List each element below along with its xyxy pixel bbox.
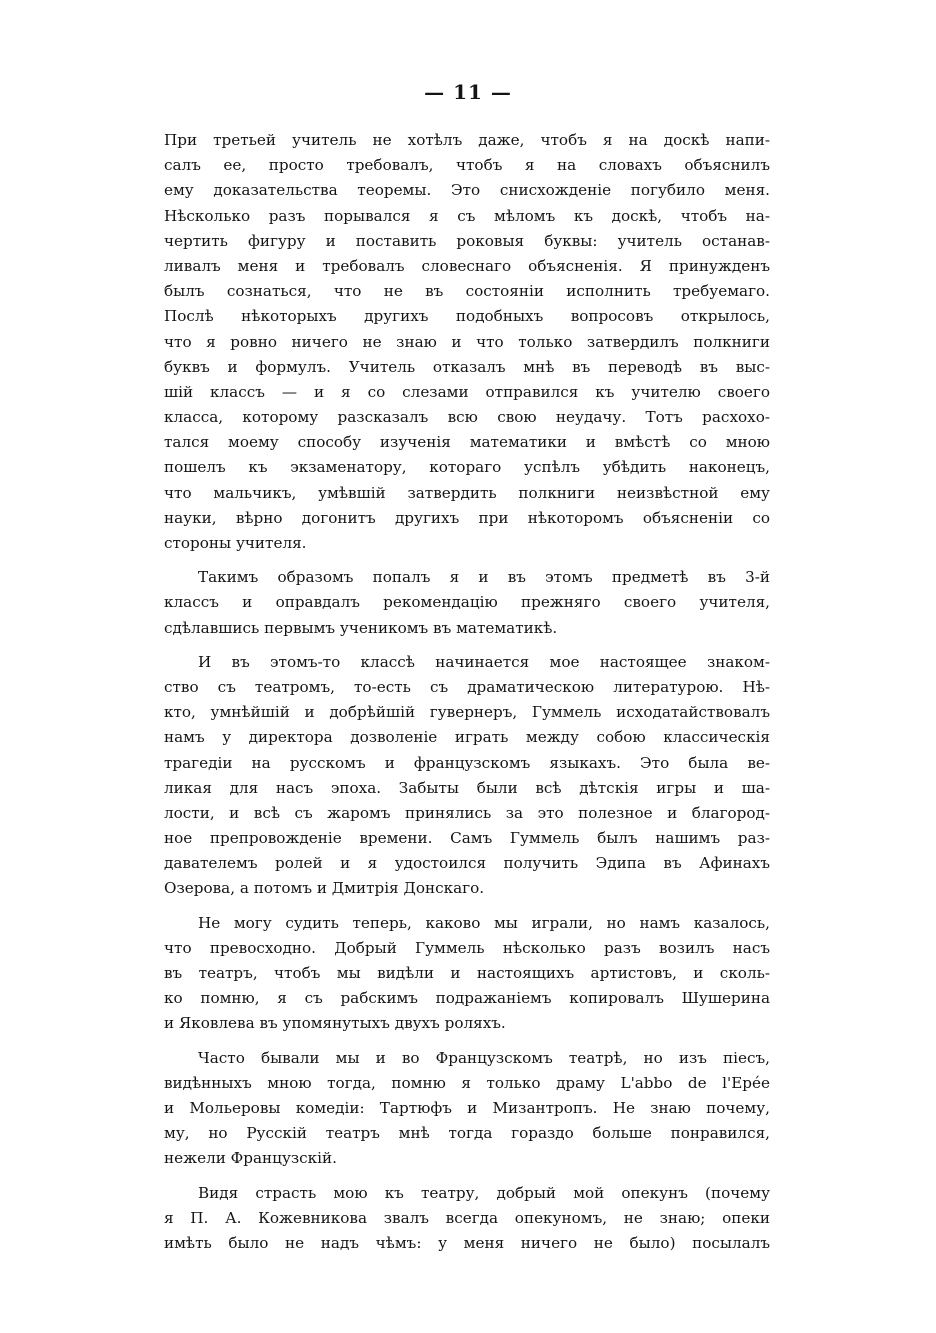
text-line: класса, которому разсказалъ всю свою неудачу. Тотъ расхохо-	[164, 408, 770, 427]
text-line: въ театръ, чтобъ мы видѣли и настоящихъ артистовъ, и сколь-	[164, 964, 770, 982]
text-line: что мальчикъ, умѣвшій затвердить полкниги неизвѣстной ему	[164, 483, 770, 502]
text-line: И въ этомъ-то классѣ начинается мое настоящее знаком-	[198, 652, 770, 671]
text-line: кто, умнѣйшій и добрѣйшій гувернеръ, Гуммель исходатайствовалъ	[164, 703, 770, 722]
text-line: и Мольеровы комедіи: Тартюфъ и Мизантропъ. Не знаю почему,	[164, 1098, 770, 1117]
text-line: давателемъ ролей и я удостоился получить Эдипа въ Афинахъ	[164, 854, 770, 873]
text-line: Послѣ нѣкоторыхъ другихъ подобныхъ вопросовъ открылось,	[164, 307, 770, 326]
paragraph-2	[164, 565, 770, 641]
text-line: Часто бывали мы и во Французскомъ театрѣ, но изъ піесъ,	[198, 1048, 770, 1067]
text-line: Видя страсть мою къ театру, добрый мой опекунъ (почему	[198, 1183, 770, 1202]
text-line: ство съ театромъ, то-есть съ драматическою литературою. Нѣ-	[164, 677, 770, 696]
text-line: тался моему способу изученія математики и вмѣстѣ со мною	[164, 433, 770, 452]
text-line: ное препровожденіе времени. Самъ Гуммель былъ нашимъ раз-	[164, 829, 770, 848]
text-line: что превосходно. Добрый Гуммель нѣсколько разъ возилъ насъ	[164, 938, 770, 957]
text-line: имѣть было не надъ чѣмъ: у меня ничего не было) посылалъ	[164, 1233, 770, 1252]
text-line: классъ и оправдалъ рекомендацію прежняго своего учителя,	[164, 593, 770, 612]
text-line: Не могу судить теперь, каково мы играли, но намъ казалось,	[198, 913, 770, 932]
text-line: и Яковлева въ упомянутыхъ двухъ роляхъ.	[164, 1014, 506, 1033]
text-line: нежели Французскій.	[164, 1149, 337, 1168]
text-line: чертить фигуру и поставить роковыя буквы: учитель останав-	[164, 231, 770, 250]
text-line: намъ у директора дозволеніе играть между собою классическія	[164, 728, 770, 747]
paragraph-1	[164, 128, 770, 556]
text-line: видѣнныхъ мною тогда, помню я только драму L'abbo de l'Epée	[164, 1073, 770, 1092]
text-line: пошелъ къ экзаменатору, котораго успѣлъ убѣдить наконецъ,	[164, 458, 770, 477]
text-line: стороны учителя.	[164, 534, 307, 552]
text-line: буквъ и формулъ. Учитель отказалъ мнѣ въ переводѣ въ выс-	[164, 357, 770, 376]
paragraph-3	[164, 650, 770, 902]
text-line: При третьей учитель не хотѣлъ даже, чтобъ я на доскѣ напи-	[164, 131, 770, 149]
text-line: шій классъ — и я со слезами отправился къ учителю своего	[164, 382, 770, 401]
text-line: Нѣсколько разъ порывался я съ мѣломъ къ доскѣ, чтобъ на-	[164, 206, 770, 225]
paragraph-5	[164, 1046, 770, 1172]
text-line: салъ ее, просто требовалъ, чтобъ я на словахъ объяснилъ	[164, 156, 770, 175]
text-line: Озерова, а потомъ и Дмитрія Донскаго.	[164, 879, 485, 898]
body-text	[164, 128, 770, 1256]
text-line: науки, вѣрно догонитъ другихъ при нѣкоторомъ объясненіи со	[164, 508, 770, 527]
text-line: му, но Русскій театръ мнѣ тогда гораздо больше понравился,	[164, 1124, 770, 1143]
text-line: Такимъ образомъ попалъ я и въ этомъ предметѣ въ 3-й	[198, 568, 770, 587]
page-number: — 11 —	[424, 80, 512, 104]
text-line: сдѣлавшись первымъ ученикомъ въ математикѣ.	[164, 618, 558, 637]
paragraph-4	[164, 911, 770, 1037]
text-line: былъ сознаться, что не въ состояніи исполнить требуемаго.	[164, 282, 770, 301]
text-line: что я ровно ничего не знаю и что только затвердилъ полкниги	[164, 332, 770, 351]
text-line: ему доказательства теоремы. Это снисхожденіе погубило меня.	[164, 181, 770, 200]
text-line: я П. А. Кожевникова звалъ всегда опекуномъ, не знаю; опеки	[164, 1208, 770, 1227]
text-line: лости, и всѣ съ жаромъ принялись за это полезное и благород-	[164, 803, 770, 822]
text-line: ликая для насъ эпоха. Забыты были всѣ дѣтскія игры и ша-	[164, 778, 770, 797]
text-line: трагедіи на русскомъ и французскомъ языкахъ. Это была ве-	[164, 753, 770, 772]
text-line: ливалъ меня и требовалъ словеснаго объясненія. Я принужденъ	[164, 256, 770, 275]
text-line: ко помню, я съ рабскимъ подражаніемъ копировалъ Шушерина	[164, 989, 770, 1008]
paragraph-6	[164, 1181, 770, 1257]
